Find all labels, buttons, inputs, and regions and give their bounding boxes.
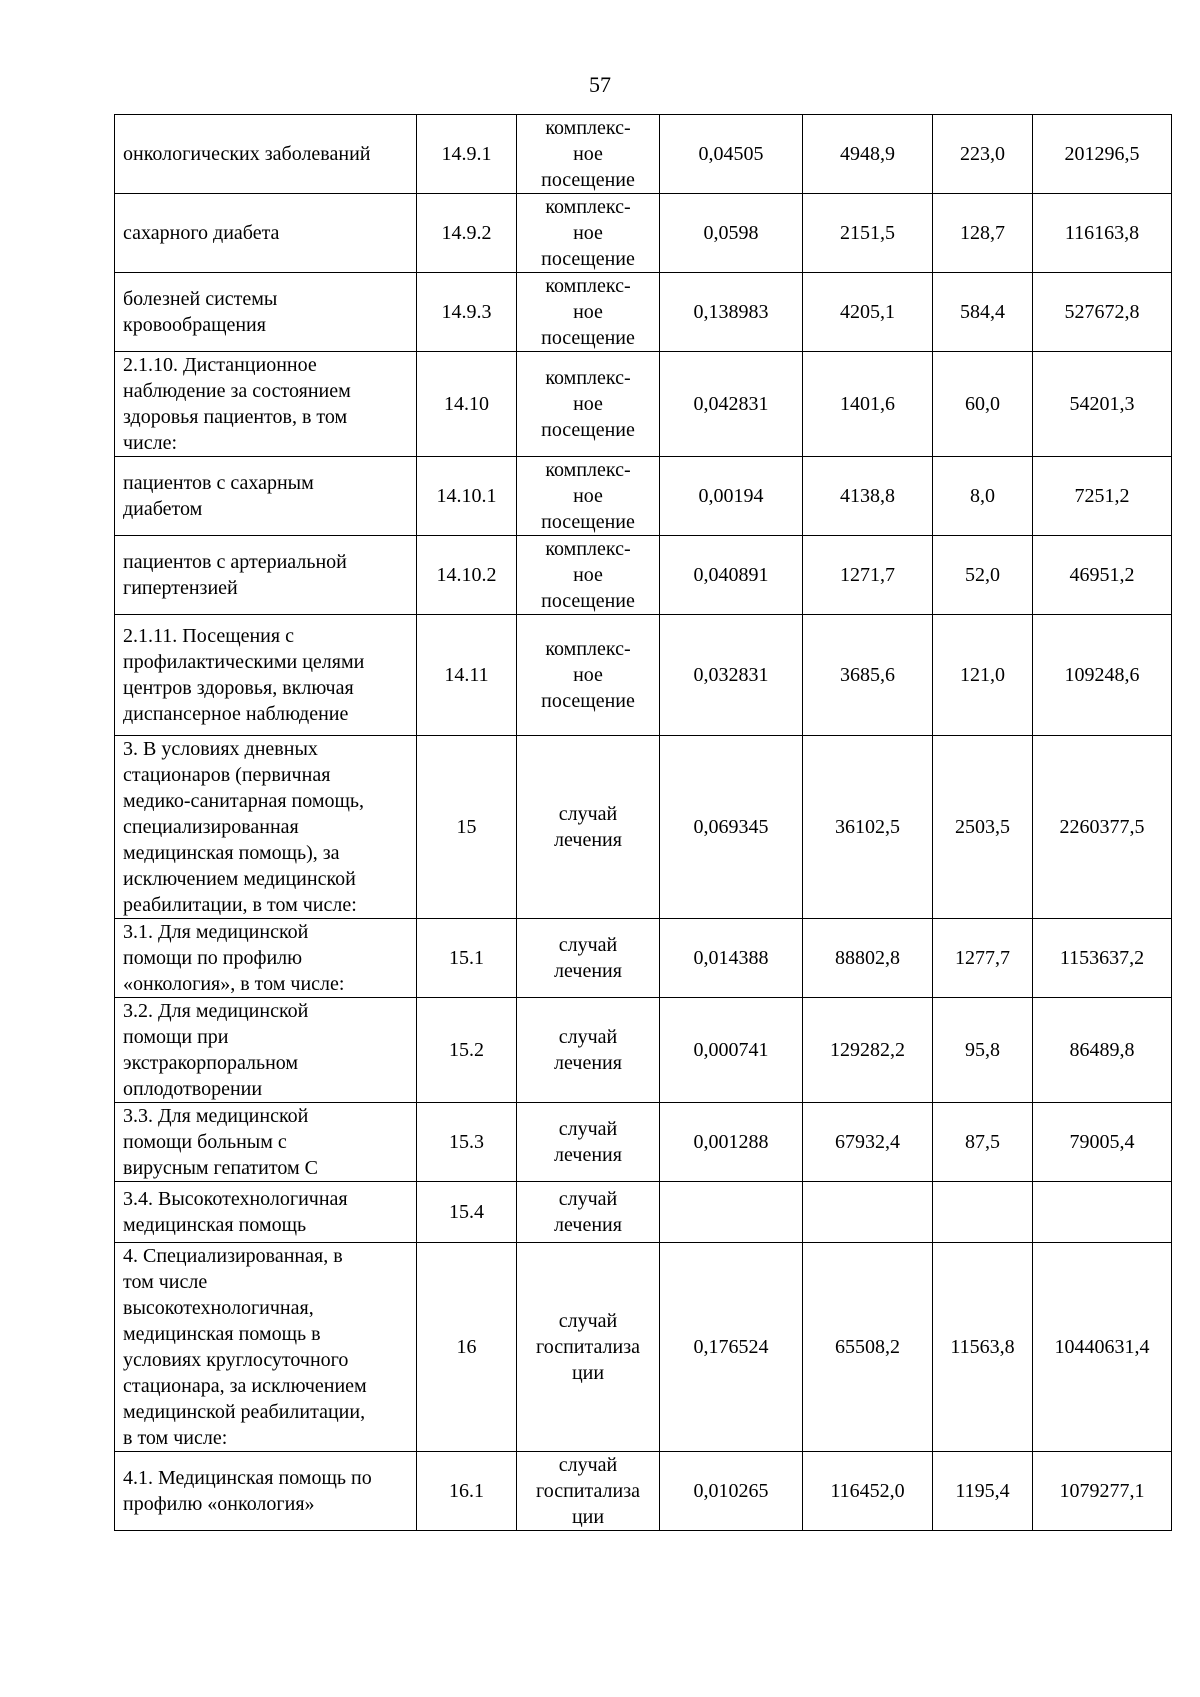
table-row <box>115 457 1172 536</box>
row-value-2-cell <box>803 1182 933 1243</box>
row-value-3-cell: 2503,5 <box>933 736 1033 919</box>
data-table <box>114 114 1172 1531</box>
row-unit-cell: случай лечения <box>517 919 660 998</box>
table-row <box>115 1452 1172 1531</box>
row-value-3-cell: 8,0 <box>933 457 1033 536</box>
table-row <box>115 1243 1172 1452</box>
row-value-2-cell: 116452,0 <box>803 1452 933 1531</box>
row-value-4-cell: 2260377,5 <box>1033 736 1172 919</box>
row-value-3-cell: 128,7 <box>933 194 1033 273</box>
row-value-4-cell: 201296,5 <box>1033 115 1172 194</box>
row-value-1-cell: 0,04505 <box>660 115 803 194</box>
row-value-1-cell: 0,176524 <box>660 1243 803 1452</box>
row-unit-cell: случай госпитализа ции <box>517 1243 660 1452</box>
row-name-cell: сахарного диабета <box>115 194 417 273</box>
row-number-cell: 15 <box>417 736 517 919</box>
row-number-cell: 14.9.3 <box>417 273 517 352</box>
row-number-cell: 14.10 <box>417 352 517 457</box>
row-unit-cell: случай лечения <box>517 736 660 919</box>
row-number-cell: 16 <box>417 1243 517 1452</box>
row-value-4-cell: 86489,8 <box>1033 998 1172 1103</box>
row-value-3-cell: 11563,8 <box>933 1243 1033 1452</box>
row-unit-cell: комплекс- ное посещение <box>517 273 660 352</box>
row-unit-cell: комплекс- ное посещение <box>517 457 660 536</box>
row-name-cell: онкологических заболеваний <box>115 115 417 194</box>
row-unit-cell: случай лечения <box>517 998 660 1103</box>
row-value-3-cell: 223,0 <box>933 115 1033 194</box>
table-row <box>115 115 1172 194</box>
row-value-3-cell: 121,0 <box>933 615 1033 736</box>
row-value-3-cell: 584,4 <box>933 273 1033 352</box>
row-name-cell: 2.1.10. Дистанционное наблюдение за состоянием здоровья пациентов, в том числе: <box>115 352 417 457</box>
row-name-cell: 3.4. Высокотехнологичная медицинская помощь <box>115 1182 417 1243</box>
row-value-1-cell <box>660 1182 803 1243</box>
row-unit-cell: комплекс- ное посещение <box>517 615 660 736</box>
table-row <box>115 615 1172 736</box>
row-value-1-cell: 0,138983 <box>660 273 803 352</box>
row-name-cell: болезней системы кровообращения <box>115 273 417 352</box>
row-value-4-cell <box>1033 1182 1172 1243</box>
table-row <box>115 1103 1172 1182</box>
row-value-2-cell: 3685,6 <box>803 615 933 736</box>
row-unit-cell: комплекс- ное посещение <box>517 115 660 194</box>
row-value-2-cell: 1401,6 <box>803 352 933 457</box>
row-value-2-cell: 4948,9 <box>803 115 933 194</box>
row-value-4-cell: 109248,6 <box>1033 615 1172 736</box>
row-number-cell: 14.11 <box>417 615 517 736</box>
row-value-1-cell: 0,040891 <box>660 536 803 615</box>
row-value-4-cell: 79005,4 <box>1033 1103 1172 1182</box>
row-value-3-cell: 52,0 <box>933 536 1033 615</box>
row-name-cell: 3.1. Для медицинской помощи по профилю «онкология», в том числе: <box>115 919 417 998</box>
table-row <box>115 998 1172 1103</box>
row-value-1-cell: 0,0598 <box>660 194 803 273</box>
row-value-1-cell: 0,032831 <box>660 615 803 736</box>
row-number-cell: 14.10.2 <box>417 536 517 615</box>
row-value-2-cell: 4205,1 <box>803 273 933 352</box>
row-value-1-cell: 0,010265 <box>660 1452 803 1531</box>
row-value-1-cell: 0,000741 <box>660 998 803 1103</box>
row-value-2-cell: 65508,2 <box>803 1243 933 1452</box>
row-value-3-cell <box>933 1182 1033 1243</box>
row-name-cell: пациентов с сахарным диабетом <box>115 457 417 536</box>
row-value-4-cell: 46951,2 <box>1033 536 1172 615</box>
row-name-cell: 3. В условиях дневных стационаров (первичная медико-санитарная помощь, специализированная медицинская помощь), за исключением медицинской реабилитации, в том числе: <box>115 736 417 919</box>
row-unit-cell: комплекс- ное посещение <box>517 352 660 457</box>
row-unit-cell: комплекс- ное посещение <box>517 536 660 615</box>
row-value-1-cell: 0,042831 <box>660 352 803 457</box>
row-value-1-cell: 0,014388 <box>660 919 803 998</box>
row-value-4-cell: 1153637,2 <box>1033 919 1172 998</box>
row-name-cell: 3.3. Для медицинской помощи больным с вирусным гепатитом С <box>115 1103 417 1182</box>
table-row <box>115 1182 1172 1243</box>
row-value-3-cell: 87,5 <box>933 1103 1033 1182</box>
row-number-cell: 15.3 <box>417 1103 517 1182</box>
row-value-1-cell: 0,001288 <box>660 1103 803 1182</box>
table-row <box>115 352 1172 457</box>
row-name-cell: 3.2. Для медицинской помощи при экстракорпоральном оплодотворении <box>115 998 417 1103</box>
row-number-cell: 16.1 <box>417 1452 517 1531</box>
row-value-4-cell: 527672,8 <box>1033 273 1172 352</box>
row-value-4-cell: 116163,8 <box>1033 194 1172 273</box>
row-value-2-cell: 67932,4 <box>803 1103 933 1182</box>
row-value-2-cell: 1271,7 <box>803 536 933 615</box>
row-number-cell: 14.9.1 <box>417 115 517 194</box>
row-value-3-cell: 60,0 <box>933 352 1033 457</box>
row-number-cell: 15.2 <box>417 998 517 1103</box>
row-value-3-cell: 95,8 <box>933 998 1033 1103</box>
row-unit-cell: случай лечения <box>517 1103 660 1182</box>
row-value-4-cell: 1079277,1 <box>1033 1452 1172 1531</box>
table-row <box>115 919 1172 998</box>
row-number-cell: 14.9.2 <box>417 194 517 273</box>
row-number-cell: 15.4 <box>417 1182 517 1243</box>
row-number-cell: 15.1 <box>417 919 517 998</box>
row-value-2-cell: 2151,5 <box>803 194 933 273</box>
row-name-cell: 4.1. Медицинская помощь по профилю «онкология» <box>115 1452 417 1531</box>
row-unit-cell: случай лечения <box>517 1182 660 1243</box>
row-value-4-cell: 54201,3 <box>1033 352 1172 457</box>
page-number: 57 <box>589 72 611 97</box>
table-row <box>115 736 1172 919</box>
row-value-1-cell: 0,069345 <box>660 736 803 919</box>
row-value-4-cell: 10440631,4 <box>1033 1243 1172 1452</box>
row-name-cell: 2.1.11. Посещения с профилактическими целями центров здоровья, включая диспансерное наблюдение <box>115 615 417 736</box>
row-number-cell: 14.10.1 <box>417 457 517 536</box>
row-name-cell: 4. Специализированная, в том числе высокотехнологичная, медицинская помощь в условиях круглосуточного стационара, за исключением медицинской реабилитации, в том числе: <box>115 1243 417 1452</box>
table-body <box>115 115 1172 1531</box>
table-row <box>115 194 1172 273</box>
row-unit-cell: случай госпитализа ции <box>517 1452 660 1531</box>
row-value-2-cell: 129282,2 <box>803 998 933 1103</box>
row-value-2-cell: 88802,8 <box>803 919 933 998</box>
row-value-2-cell: 36102,5 <box>803 736 933 919</box>
row-value-1-cell: 0,00194 <box>660 457 803 536</box>
table-row <box>115 536 1172 615</box>
row-name-cell: пациентов с артериальной гипертензией <box>115 536 417 615</box>
row-value-3-cell: 1277,7 <box>933 919 1033 998</box>
row-unit-cell: комплекс- ное посещение <box>517 194 660 273</box>
row-value-3-cell: 1195,4 <box>933 1452 1033 1531</box>
row-value-4-cell: 7251,2 <box>1033 457 1172 536</box>
table-row <box>115 273 1172 352</box>
row-value-2-cell: 4138,8 <box>803 457 933 536</box>
